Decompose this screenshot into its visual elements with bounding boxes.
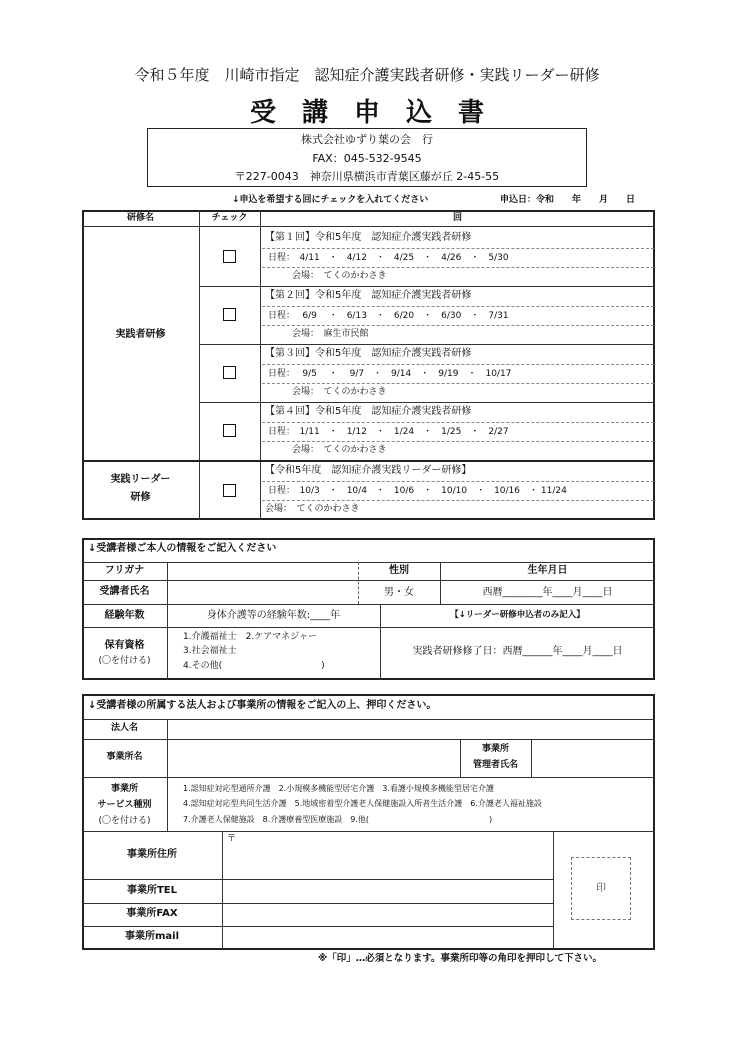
service-options-line2[interactable]: 4.認知症対応型共同生活介護 5.地域密着型介護老人保健施設入所者生活介護 6.介護老人福祉施設 xyxy=(183,799,542,808)
group-jissen: 実践者研修 xyxy=(115,329,166,340)
session-4-dates: 日程： 1/11 ・ 1/12 ・ 1/24 ・ 1/25 ・ 2/27 xyxy=(268,427,509,437)
group-leader-line2: 研修 xyxy=(130,492,151,503)
office-address-input[interactable] xyxy=(238,833,551,877)
service-type-label-line2: サービス種別 xyxy=(97,800,152,810)
session-1-checkbox[interactable] xyxy=(223,250,236,263)
session-3-title: 【第３回】令和5年度 認知症介護実践者研修 xyxy=(265,348,472,359)
apply-date: 申込日：令和 年 月 日 xyxy=(500,195,636,205)
qualification-option-3[interactable]: 4.その他( ) xyxy=(183,661,325,671)
qualification-option-2[interactable]: 3.社会福祉士 xyxy=(183,646,237,656)
office-tel-input[interactable] xyxy=(224,880,552,902)
session-1-title: 【第１回】令和5年度 認知症介護実践者研修 xyxy=(265,232,472,243)
session-1-dates: 日程： 4/11 ・ 4/12 ・ 4/25 ・ 4/26 ・ 5/30 xyxy=(268,253,509,263)
office-tel-label: 事業所TEL xyxy=(126,885,178,896)
addressee-address: 〒227-0043 神奈川県横浜市青葉区藤が丘 2-45-55 xyxy=(234,170,500,183)
group-leader-line1: 実践リーダー xyxy=(110,474,171,485)
corp-name-input[interactable] xyxy=(169,720,653,738)
furigana-label: フリガナ xyxy=(104,565,145,576)
office-fax-input[interactable] xyxy=(224,904,552,925)
document-subtitle: 令和５年度 川崎市指定 認知症介護実践者研修・実践リーダー研修 xyxy=(134,66,600,84)
experience-field[interactable]: 身体介護等の経験年数:____年 xyxy=(206,610,341,621)
trainee-name-label: 受講者氏名 xyxy=(99,586,150,597)
header-session: 回 xyxy=(452,213,462,223)
leader-session-dates: 日程： 10/3 ・ 10/4 ・ 10/6 ・ 10/10 ・ 10/16 ・ 11/24 xyxy=(268,486,567,496)
header-course-name: 研修名 xyxy=(126,213,154,223)
session-2-checkbox[interactable] xyxy=(223,308,236,321)
seal-label: 印 xyxy=(596,883,606,894)
office-mail-input[interactable] xyxy=(224,927,552,948)
session-2-title: 【第２回】令和5年度 認知症介護実践者研修 xyxy=(265,290,472,301)
qualification-sub: (〇を付ける) xyxy=(98,656,151,666)
gender-label: 性別 xyxy=(389,565,409,576)
office-address-label: 事業所住所 xyxy=(127,849,177,860)
service-options-line1[interactable]: 1.認知症対応型通所介護 2.小規模多機能型居宅介護 3.看護小規模多機能型居宅介護 xyxy=(183,784,494,793)
completion-date-field[interactable]: 実践者研修修了日：西暦______年____月____日 xyxy=(412,646,623,657)
addressee-company: 株式会社ゆずり葉の会 行 xyxy=(301,133,433,146)
session-1-venue: 会場： てくのかわさき xyxy=(292,271,387,281)
session-4-title: 【第４回】令和5年度 認知症介護実践者研修 xyxy=(265,406,472,417)
service-type-label-line3: (〇を付ける) xyxy=(98,816,151,826)
addressee-fax: FAX：045-532-9545 xyxy=(312,152,422,165)
leader-session-checkbox[interactable] xyxy=(223,484,236,497)
manager-label-line2: 管理者氏名 xyxy=(472,760,518,770)
header-check: チェック xyxy=(211,213,248,223)
session-2-venue: 会場： 麻生市民館 xyxy=(292,329,369,339)
trainee-section-title: ↓受講者様ご本人の情報をご記入ください xyxy=(88,543,277,554)
office-name-input[interactable] xyxy=(169,740,459,776)
office-section-title: ↓受講者様の所属する法人および事業所の情報をご記入の上、押印ください。 xyxy=(88,700,437,711)
document-title: 受 講 申 込 書 xyxy=(249,98,484,128)
office-name-label: 事業所名 xyxy=(106,752,143,762)
leader-only-note: 【↓リーダー研修申込者のみ記入】 xyxy=(450,610,585,620)
service-options-line3[interactable]: 7.介護老人保健施設 8.介護療養型医療施設 9.他( ) xyxy=(183,815,493,824)
session-3-checkbox[interactable] xyxy=(223,366,236,379)
postal-mark: 〒 xyxy=(227,834,237,844)
service-type-label-line1: 事業所 xyxy=(110,784,138,794)
furigana-input[interactable] xyxy=(169,563,357,579)
qualification-label: 保有資格 xyxy=(104,640,145,651)
birthdate-field[interactable]: 西暦________年____月____日 xyxy=(482,587,613,598)
session-4-venue: 会場： てくのかわさき xyxy=(292,445,387,455)
corp-name-label: 法人名 xyxy=(110,723,138,733)
office-mail-label: 事業所mail xyxy=(124,931,180,942)
manager-label-line1: 事業所 xyxy=(481,744,509,754)
instruction-note: ↓申込を希望する回にチェックを入れてください xyxy=(232,195,429,205)
leader-session-venue: 会場： てくのかわさき xyxy=(265,504,360,514)
birthdate-label: 生年月日 xyxy=(527,565,568,576)
qualification-option-1[interactable]: 1.介護福祉士 2.ケアマネジャー xyxy=(183,632,317,642)
office-fax-label: 事業所FAX xyxy=(126,908,178,919)
session-3-venue: 会場： てくのかわさき xyxy=(292,387,387,397)
trainee-name-input[interactable] xyxy=(169,581,357,603)
footer-note: ※「印」…必須となります。事業所印等の角印を押印して下さい。 xyxy=(318,953,602,964)
session-4-checkbox[interactable] xyxy=(223,424,236,437)
manager-name-input[interactable] xyxy=(532,740,653,776)
leader-session-title: 【令和5年度 認知症介護実践リーダー研修】 xyxy=(265,465,472,476)
session-2-dates: 日程： 6/9 ・ 6/13 ・ 6/20 ・ 6/30 ・ 7/31 xyxy=(268,311,509,321)
session-3-dates: 日程： 9/5 ・ 9/7 ・ 9/14 ・ 9/19 ・ 10/17 xyxy=(268,369,512,379)
experience-label: 経験年数 xyxy=(104,610,145,621)
gender-options[interactable]: 男・女 xyxy=(384,587,414,598)
